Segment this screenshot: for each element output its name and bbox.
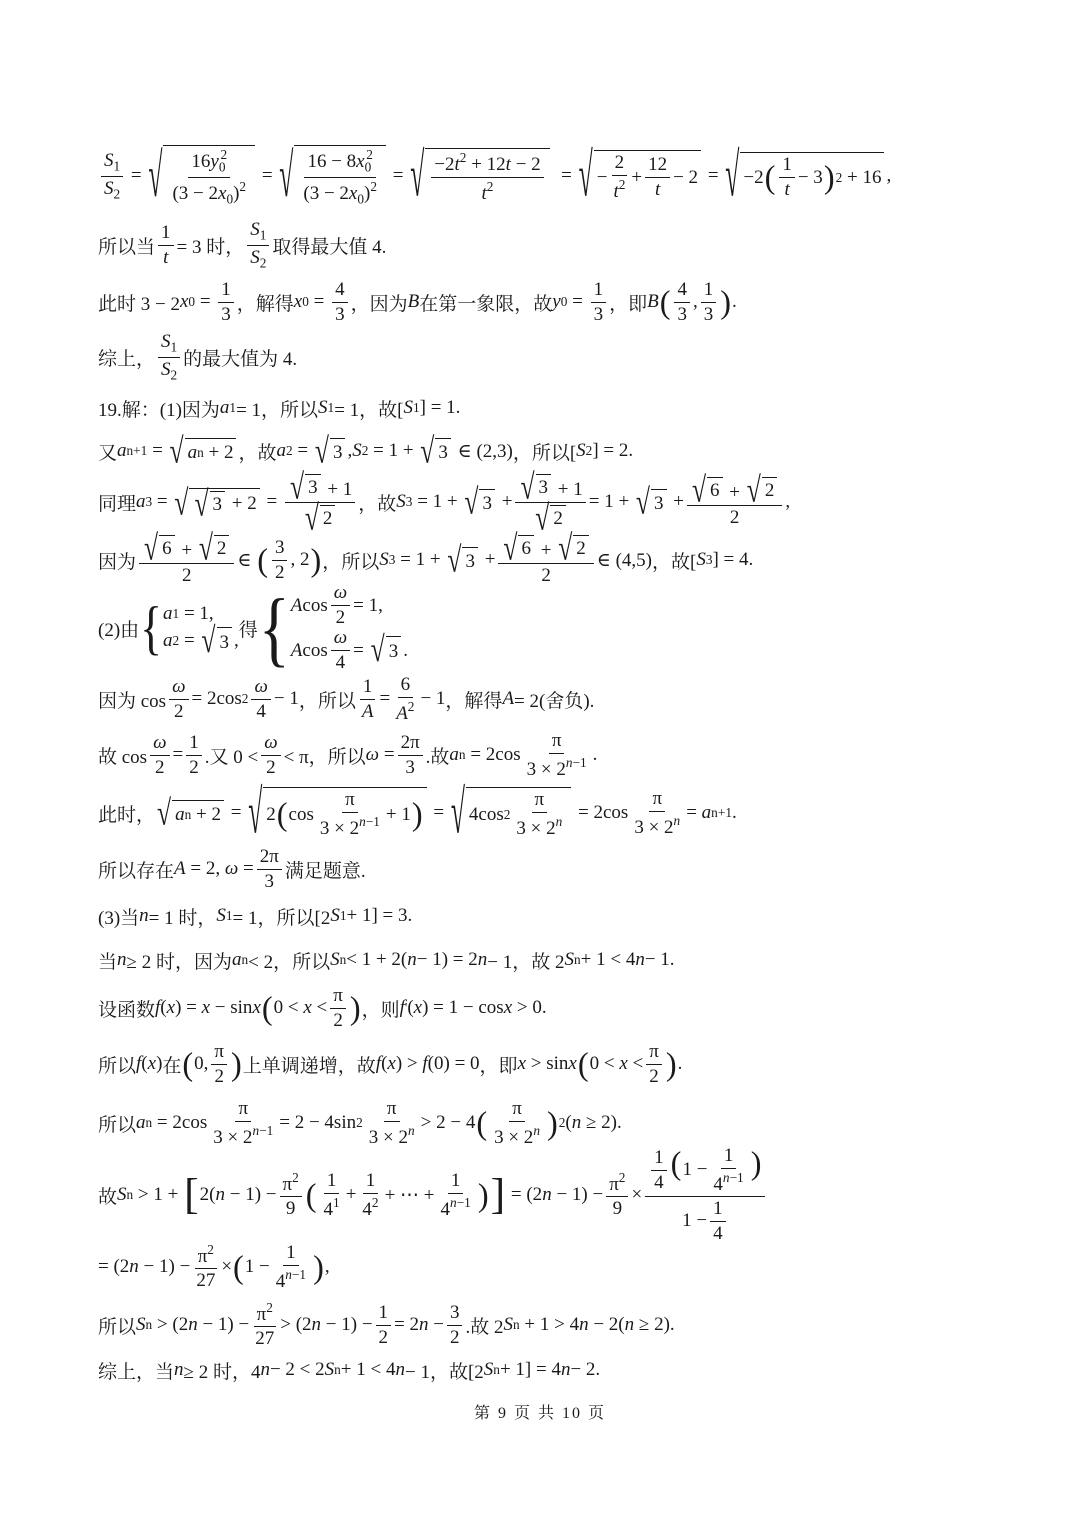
text-line-5: 19.解：(1)因为 a 1 = 1，所以 S 1 = 1，故[ S 1 ] = 1. xyxy=(98,394,1040,422)
text: 故 xyxy=(98,1186,118,1208)
text-line-12: 此时， √ a n + 2 = √ 2 ( cos $\frac{\pi}{3 \times 2^{n-1}}$ + 1 ) = √ 4cos 2 $\frac{\pi}{3 \times 2^n}$ = 2cos $\frac{\pi}{3 \times 2^n}$ = a n+1 . xyxy=(98,777,737,848)
text-line-21: 所以 S n > (2 n − 1) − $\frac{\pi^2}{27}$ > (2 n − 1) − $\frac{1}{2}$ = 2 n − $\frac{3}{2}$ .故 2 S n + 1 > 4 n − 2( n ≥ 2). xyxy=(98,1299,675,1350)
text: ≥ 2 时，4 xyxy=(183,1361,261,1383)
text-line-4: 综上， $\frac{S_1}{S_2}$ 的最大值为 4. xyxy=(98,330,298,383)
text-line-13: 所以存在 A = 2, ω = $\frac{2\pi}{3}$ 满足题意. xyxy=(98,845,366,892)
text: + 1] = 4 xyxy=(499,1359,561,1380)
text-line-22: 综上，当 n ≥ 2 时，4 n − 2 < 2 S n + 1 < 4 n − 1，故[2 S n + 1] = 4 n − 2. xyxy=(98,1356,1040,1384)
text: = 1，所以[2 xyxy=(232,907,331,929)
text: ，所以 xyxy=(322,551,380,573)
text: 所以 xyxy=(98,1316,137,1338)
text-line-2: 所以当 $\frac{1}{t}$ = 3 时， $\frac{S_1}{S_2}$ 取得最大值 4. xyxy=(98,218,387,271)
text-line-3: 此时 3 − 2 x 0 = $\frac{1}{3}$ ，解得 x 0 = $\frac{4}{3}$ ，因为 B 在第一象限，故 y 0 = $\frac{1}{3}$ ，即 B ( $\frac{4}{3}$ , $\frac{1}{3}$ ) . xyxy=(98,278,737,325)
sqrt-expression: √ −2 ( $\frac{1}{t}$ − 3 ) 2 + 16 xyxy=(725,152,884,200)
text: ，故[ xyxy=(652,551,697,573)
text-line-19: 故 S n > 1 + [ 2( n − 1) − $\frac{\pi^2}{9}$ ( $\frac{1}{4^1}$ + $\frac{1}{4^2}$ + ⋯ + $\frac{1}{4^{n-1}}$ ) ] = (2 n − 1) − $\frac{\pi^2}{9}$ × $\frac{1}{4}$ (1 − $\frac{1}{4^{n-1}}$ ) 1 − $\frac{1}{4}$ xyxy=(98,1152,1040,1238)
text: .故 xyxy=(425,746,450,768)
text: 满足题意. xyxy=(284,860,366,882)
text-line-18: 所以 a n = 2cos $\frac{\pi}{3 \times 2^{n-1}}$ = 2 − 4sin 2 $\frac{\pi}{3 \times 2^n}$ > 2 − 4 ( $\frac{\pi}{3 \times 2^n}$ ) 2 ( n ≥ 2). xyxy=(98,1097,622,1148)
text: ，故 xyxy=(358,493,397,515)
text: .又 0 < xyxy=(204,746,259,768)
sqrt-expression: √ $\frac{16 - 8x_0^2}{(3 - 2x_0)^2}$ xyxy=(279,145,386,206)
sqrt-expression: √ $\frac{-2t^2 + 12t - 2}{t^2}$ xyxy=(410,148,549,204)
text: 上单调递增，故 xyxy=(242,1055,376,1077)
text: < 2，所以 xyxy=(248,951,331,973)
text-line-17: 所以 f ( x ) 在 ( 0, $\frac{\pi}{2}$ ) 上单调递增，故 f ( x ) > f (0) = 0 ，即 x > sin x ( 0 < x < $\frac{\pi}{2}$ ) . xyxy=(98,1040,683,1087)
formula-line-1: $\frac{S_1}{S_2}$ = √ $\frac{16y_0^2}{(3 - 2x_0)^2}$ = √ $\frac{16 - 8x_0^2}{(3 - 2x_0)^2}$ = √ $\frac{-2t^2 + 12t - 2}{t^2}$ = √ − $\frac{2}{t^2}$ + $\frac{12}{t}$ − 2 = √ −2 ( $\frac{1}{t}$ − 3 ) 2 + 16 , xyxy=(98,140,1040,212)
text: = 1，所以 xyxy=(236,399,319,421)
text: + 1 < 4 xyxy=(580,949,636,970)
text: 因为 xyxy=(98,551,137,573)
text: ，解得 xyxy=(445,690,503,712)
text: − 2 < 2 xyxy=(269,1359,325,1380)
text: ≥ 2 时，因为 xyxy=(126,951,232,973)
text: − 2. xyxy=(570,1359,601,1380)
text: 取得最大值 4. xyxy=(272,236,387,258)
page-footer: 第 9 页 共 10 页 xyxy=(473,1405,606,1422)
text: ] = 2. xyxy=(592,440,634,461)
text-line-10: 因为 cos $\frac{\omega}{2}$ = 2cos 2 $\frac{\omega}{4}$ − 1 ，所以 $\frac{1}{A}$ = $\frac{6}{A^2}$ − 1 ，解得 A = 2(舍负). xyxy=(98,673,595,724)
text-line-6: 又 a n+1 = √ a n + 2 ，故 a 2 = √ 3 , S 2 = 1 + √ 3 ∈ (2,3) ，所以[ S 2 ] = 2. xyxy=(98,430,634,471)
text: = 2(舍负). xyxy=(514,690,595,712)
sqrt-expression: √ $\frac{16y_0^2}{(3 - 2x_0)^2}$ xyxy=(148,145,255,206)
text: (2)由 xyxy=(98,619,140,641)
text: ，故 xyxy=(238,442,277,464)
text: 此时 3 − 2 xyxy=(98,293,180,315)
text: 所以 xyxy=(98,1114,137,1136)
text: + 1] = 3. xyxy=(346,905,413,926)
fraction-s1-s2: $\frac{S_1}{S_2}$ xyxy=(101,151,123,201)
text: ，则 xyxy=(361,999,400,1021)
text: 在第一象限，故 xyxy=(419,293,553,315)
text: < π，所以 xyxy=(283,746,366,768)
text-line-15: 当 n ≥ 2 时，因为 a n < 2，所以 S n < 1 + 2( n − 1) = 2 n − 1，故 2 S n + 1 < 4 n − 1. xyxy=(98,946,1040,974)
text: ，所以 xyxy=(298,690,356,712)
text-line-16: 设函数 f ( x ) = x − sin x ( 0 < x < $\frac{\pi}{2}$ ) ，则 f ' ( x ) = 1 − cos x > 0. xyxy=(98,984,547,1031)
text: 又 xyxy=(98,442,118,464)
text: 综上，当 xyxy=(98,1361,175,1383)
text: 因为 cos xyxy=(98,690,167,712)
text: ] = 1. xyxy=(419,397,461,418)
text-line-11: 故 cos $\frac{\omega}{2}$ = $\frac{1}{2}$ .又 0 < $\frac{\omega}{2}$ < π，所以 ω = $\frac{2\pi}{3}$ .故 a n = 2cos $\frac{\pi}{3 \times 2^{n-1}}$ . xyxy=(98,729,598,780)
text-line-9: (2)由 { a 1 = 1, a 2 = √ 3 , 得 { A cos $\frac{\omega}{2}$ = 1, A cos $\frac{\omega}{4}$ = √ 3 . xyxy=(98,580,408,675)
text: 所以存在 xyxy=(98,860,175,882)
text: < 1 + 2( xyxy=(346,949,408,970)
text: + 1 < 4 xyxy=(340,1359,396,1380)
text: − 1，故[2 xyxy=(404,1361,484,1383)
text: 设函数 xyxy=(98,999,156,1021)
text: ，因为 xyxy=(350,293,408,315)
text: − 1，故 2 xyxy=(487,951,565,973)
text: 在 xyxy=(162,1055,182,1077)
text: − 1) = 2 xyxy=(416,949,478,970)
text: = 1 时， xyxy=(148,907,217,929)
text: ，即 xyxy=(479,1055,518,1077)
text: = 3 时， xyxy=(176,236,245,258)
text: ，即 xyxy=(609,293,648,315)
text: 19.解：(1)因为 xyxy=(98,399,220,421)
text: ，解得 xyxy=(236,293,294,315)
text: 综上， xyxy=(98,348,156,370)
text-line-8: 因为 √ 6 + √ 2 2 ∈ ( $\frac{3}{2}$ , 2 ) ，所以 S 3 = 1 + √ 3 + √ 6 + √ 2 2 ∈ (4,5) ，故[ S 3 ] = 4. xyxy=(98,526,754,586)
text: 所以 xyxy=(98,1055,137,1077)
text: 得 xyxy=(238,619,258,641)
text: 此时， xyxy=(98,804,156,826)
text: 故 cos xyxy=(98,746,148,768)
text: (3)当 xyxy=(98,907,140,929)
text-line-7: 同理 a 3 = √ √ 3 + 2 = √ 3 + 1 √ 2 ，故 S 3 = 1 + √ 3 + √ 3 + 1 √ 2 = 1 + √ 3 + √ 6 + √ 2 2 , xyxy=(98,465,791,538)
text: ，所以[ xyxy=(512,442,577,464)
text: = 1，故[ xyxy=(334,399,404,421)
text: − 1. xyxy=(644,949,675,970)
text-line-20: = (2 n − 1) − $\frac{\pi^2}{27}$ × ( 1 − $\frac{1}{4^{n-1}}$ ) , xyxy=(98,1241,330,1292)
text: 当 xyxy=(98,951,118,973)
text-line-14: (3)当 n = 1 时， S 1 = 1，所以[2 S 1 + 1] = 3. xyxy=(98,902,1040,930)
text: ] = 4. xyxy=(712,549,754,570)
text: 所以当 xyxy=(98,236,156,258)
sqrt-expression: √ − $\frac{2}{t^2}$ + $\frac{12}{t}$ − 2 xyxy=(579,150,701,202)
text: 的最大值为 4. xyxy=(183,348,298,370)
text: 同理 xyxy=(98,493,137,515)
